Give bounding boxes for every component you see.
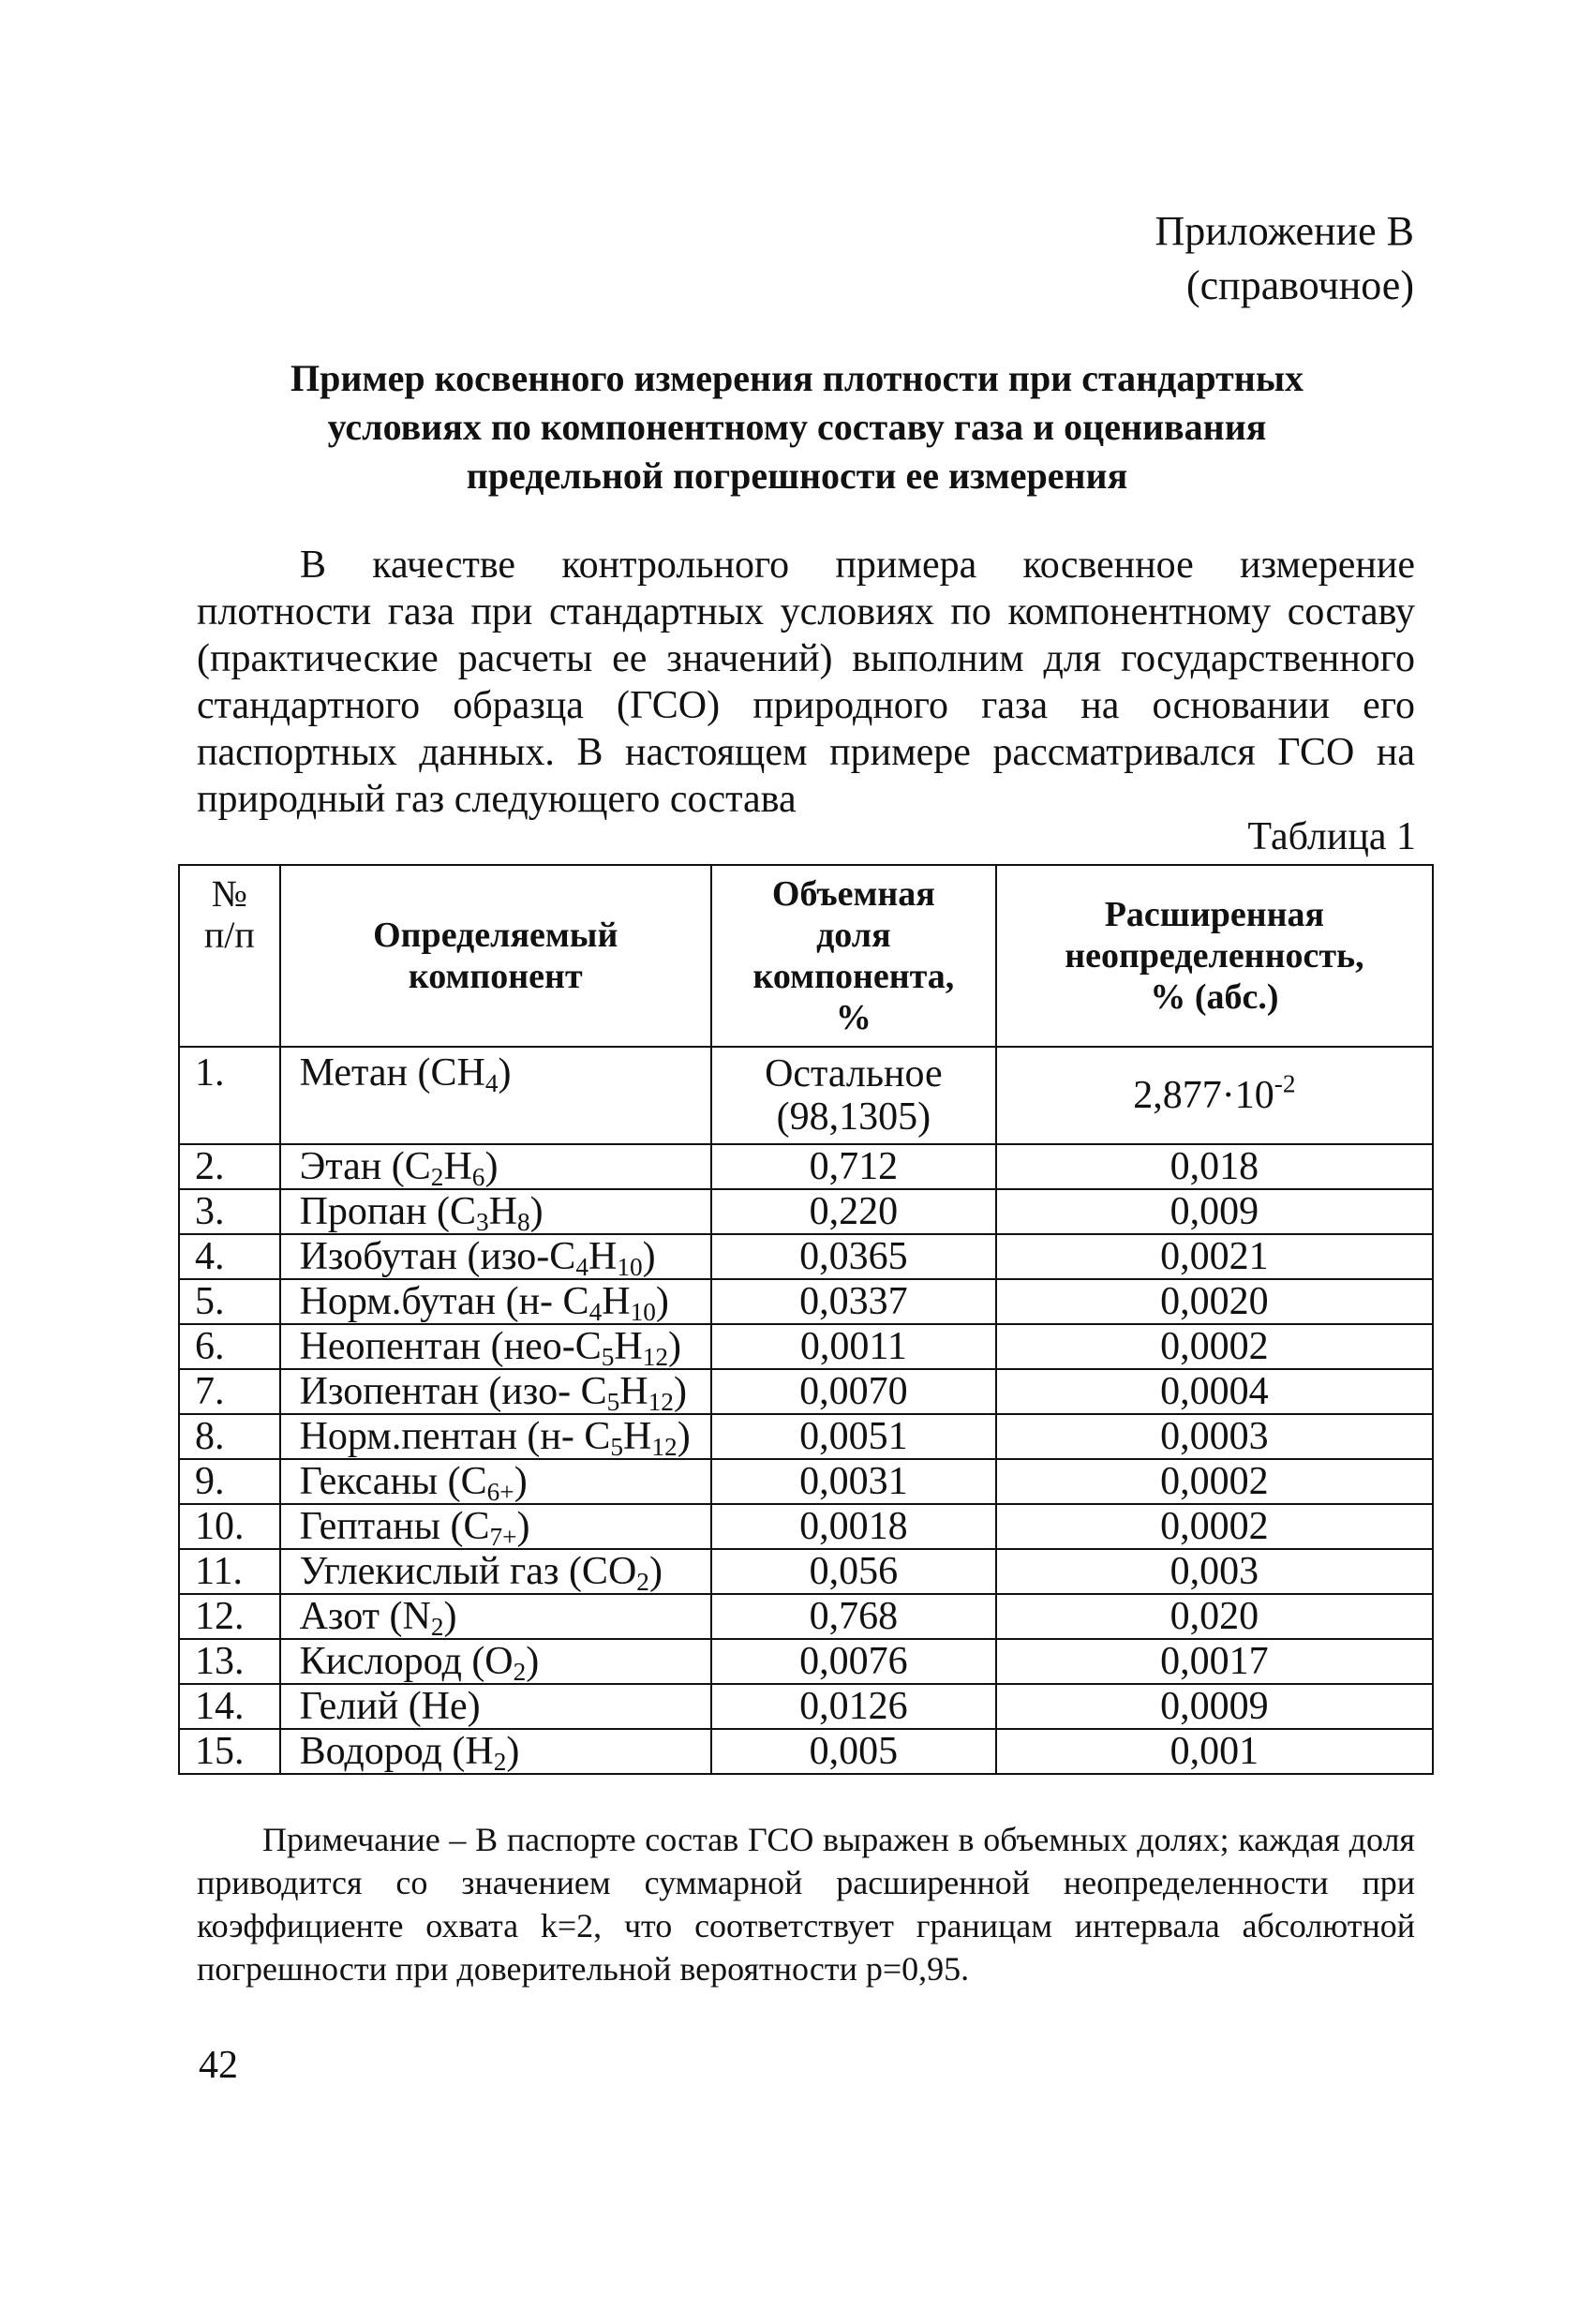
- formula-subscript: 4: [575, 1252, 588, 1281]
- formula-subscript: 5: [606, 1387, 620, 1416]
- table-row: [179, 1729, 1433, 1774]
- volume-fraction-value: 0,0011: [799, 1325, 907, 1368]
- volume-fraction-cell: [711, 1729, 996, 1774]
- uncertainty-value: 0,0020: [1160, 1280, 1269, 1323]
- volume-fraction-value: 0,0051: [799, 1415, 908, 1458]
- table-row: [179, 1459, 1433, 1504]
- intro-text: В качестве контрольного примера косвенное измерение плотности газа при стандартных условиях по компонентному составу (практические расчеты ее значений) выполним для государственного стандартного образца (ГСО) природного газа на основании его паспортных данных. В настоящем примере рассматривался ГСО на природный газ следующего состава: [197, 544, 1415, 821]
- formula-subscript: 10: [617, 1252, 643, 1281]
- component-name: Водород (H: [299, 1730, 494, 1773]
- row-number: 7.: [195, 1370, 225, 1413]
- header-fraction-line-1: Объемная: [771, 874, 935, 914]
- header-fraction-line-4: %: [835, 998, 871, 1037]
- table-row: [179, 1234, 1433, 1279]
- component-cell: [280, 1639, 711, 1684]
- uncertainty-cell: [996, 1639, 1433, 1684]
- page-number: 42: [199, 2044, 238, 2087]
- volume-fraction-cell: [711, 1189, 996, 1234]
- uncertainty-value: 0,0004: [1160, 1370, 1269, 1413]
- volume-fraction-cell: [711, 1549, 996, 1594]
- table-row: [179, 1279, 1433, 1324]
- formula-element: H: [588, 1235, 618, 1278]
- row-number-cell: [179, 1144, 280, 1189]
- uncertainty-value: 0,0003: [1160, 1415, 1269, 1458]
- volume-fraction-cell: [711, 1414, 996, 1459]
- formula-subscript: 4: [588, 1297, 603, 1326]
- row-number: 9.: [195, 1460, 225, 1503]
- formula-close: ): [526, 1640, 540, 1683]
- header-uncertainty-line-3: % (абс.): [1150, 977, 1279, 1017]
- component-cell: [280, 1047, 711, 1144]
- formula-subscript: 5: [610, 1432, 624, 1461]
- volume-fraction-value: Остальное: [765, 1052, 943, 1095]
- formula-element: H: [619, 1370, 648, 1413]
- row-number-cell: [179, 1369, 280, 1414]
- row-number-cell: [179, 1684, 280, 1729]
- row-number-cell: [179, 1729, 280, 1774]
- header-number-line-2: п/п: [203, 914, 255, 956]
- formula-subscript: 6+: [486, 1477, 514, 1506]
- uncertainty-value: 0,009: [1169, 1190, 1259, 1233]
- uncertainty-value: 0,0017: [1160, 1640, 1269, 1683]
- row-number: 5.: [195, 1280, 225, 1323]
- table-caption: Таблица 1: [1247, 815, 1416, 858]
- title-line-2: условиях по компонентному составу газа и оценивания: [327, 406, 1267, 448]
- component-cell: [280, 1189, 711, 1234]
- volume-fraction-cell: [711, 1324, 996, 1369]
- component-name: Гелий (He): [299, 1685, 481, 1728]
- component-cell: [280, 1729, 711, 1774]
- document-title: [197, 354, 1397, 500]
- formula-close: ): [514, 1460, 528, 1503]
- row-number-cell: [179, 1414, 280, 1459]
- intro-paragraph: [197, 542, 1415, 823]
- row-number: 15.: [195, 1730, 245, 1773]
- table-row: [179, 1144, 1433, 1189]
- row-number: 8.: [195, 1415, 225, 1458]
- volume-fraction-value: 0,005: [809, 1730, 899, 1773]
- uncertainty-cell: [996, 1324, 1433, 1369]
- volume-fraction-cell: [711, 1594, 996, 1639]
- header-number-line-1: №: [211, 872, 247, 915]
- component-name: Углекислый газ (CO: [299, 1550, 637, 1593]
- title-line-3: предельной погрешности ее измерения: [466, 454, 1128, 497]
- table-row: [179, 1324, 1433, 1369]
- header-volume-fraction: [711, 865, 996, 1047]
- component-cell: [280, 1324, 711, 1369]
- component-name: Этан (C: [299, 1145, 431, 1188]
- formula-close: ): [668, 1325, 682, 1368]
- component-cell: [280, 1279, 711, 1324]
- table-row: [179, 1594, 1433, 1639]
- volume-fraction-value: 0,712: [809, 1145, 899, 1188]
- row-number-cell: [179, 1324, 280, 1369]
- formula-close: ): [655, 1280, 669, 1323]
- formula-close: ): [516, 1505, 530, 1548]
- table-row: [179, 1047, 1433, 1144]
- volume-fraction-value: 0,220: [809, 1190, 899, 1233]
- component-name: Кислород (O: [299, 1640, 514, 1683]
- header-fraction-line-2: доля: [816, 916, 891, 955]
- formula-subscript: 4: [484, 1068, 499, 1097]
- component-cell: [280, 1369, 711, 1414]
- formula-subscript: 2: [493, 1747, 507, 1776]
- title-line-1: Пример косвенного измерения плотности при стандартных: [290, 357, 1304, 399]
- uncertainty-cell: [996, 1594, 1433, 1639]
- appendix-label: Приложение В: [1155, 208, 1414, 254]
- formula-element: H: [602, 1280, 631, 1323]
- volume-fraction-value: 0,0365: [799, 1235, 908, 1278]
- formula-subscript: 5: [601, 1342, 615, 1371]
- row-number: 4.: [195, 1235, 225, 1278]
- header-fraction-line-3: компонента,: [752, 957, 955, 996]
- component-cell: [280, 1459, 711, 1504]
- volume-fraction-cell: [711, 1234, 996, 1279]
- row-number: 2.: [195, 1145, 225, 1188]
- uncertainty-value: 0,0002: [1160, 1505, 1269, 1548]
- composition-table: [178, 864, 1434, 1775]
- volume-fraction-value-detail: (98,1305): [776, 1095, 931, 1139]
- row-number-cell: [179, 1594, 280, 1639]
- uncertainty-cell: [996, 1369, 1433, 1414]
- volume-fraction-value: 0,768: [809, 1595, 899, 1638]
- volume-fraction-cell: [711, 1047, 996, 1144]
- formula-subscript: 6: [471, 1162, 485, 1191]
- volume-fraction-cell: [711, 1639, 996, 1684]
- table-note: [197, 1818, 1415, 1990]
- formula-close: ): [673, 1370, 687, 1413]
- header-component-line-2: компонент: [408, 957, 583, 996]
- uncertainty-cell: [996, 1189, 1433, 1234]
- formula-subscript: 12: [648, 1387, 674, 1416]
- row-number-cell: [179, 1549, 280, 1594]
- uncertainty-value: 2,877·10: [1133, 1074, 1274, 1117]
- table-row: [179, 1189, 1433, 1234]
- uncertainty-value: 0,001: [1169, 1730, 1259, 1773]
- row-number: 1.: [195, 1051, 225, 1095]
- formula-close: ): [648, 1550, 663, 1593]
- row-number: 10.: [195, 1505, 245, 1548]
- table-row: [179, 1369, 1433, 1414]
- uncertainty-cell: [996, 1279, 1433, 1324]
- component-name: Гексаны (C: [299, 1460, 487, 1503]
- header-uncertainty-line-1: Расширенная: [1104, 895, 1325, 934]
- formula-element: H: [623, 1415, 652, 1458]
- formula-subscript: 12: [642, 1342, 669, 1371]
- formula-close: ): [529, 1190, 544, 1233]
- component-cell: [280, 1234, 711, 1279]
- uncertainty-value: 0,020: [1169, 1595, 1259, 1638]
- uncertainty-value: 0,0002: [1160, 1325, 1269, 1368]
- formula-close: ): [443, 1595, 457, 1638]
- uncertainty-cell: [996, 1234, 1433, 1279]
- header-uncertainty: [996, 865, 1433, 1047]
- uncertainty-cell: [996, 1414, 1433, 1459]
- formula-close: ): [484, 1145, 499, 1188]
- row-number: 6.: [195, 1325, 225, 1368]
- volume-fraction-value: 0,0076: [799, 1640, 908, 1683]
- volume-fraction-cell: [711, 1144, 996, 1189]
- row-number-cell: [179, 1189, 280, 1234]
- volume-fraction-cell: [711, 1459, 996, 1504]
- component-name: Пропан (C: [299, 1190, 476, 1233]
- formula-close: ): [642, 1235, 656, 1278]
- component-cell: [280, 1144, 711, 1189]
- volume-fraction-value: 0,0126: [799, 1685, 908, 1728]
- formula-subscript: 2: [430, 1612, 444, 1641]
- header-number: [179, 865, 280, 1047]
- table-row: [179, 1414, 1433, 1459]
- component-cell: [280, 1684, 711, 1729]
- row-number-cell: [179, 1047, 280, 1144]
- formula-subscript: 7+: [489, 1522, 517, 1551]
- uncertainty-value: 0,018: [1169, 1145, 1259, 1188]
- uncertainty-value: 0,0002: [1160, 1460, 1269, 1503]
- uncertainty-cell: [996, 1047, 1433, 1144]
- formula-subscript: 2: [636, 1567, 649, 1596]
- component-cell: [280, 1594, 711, 1639]
- row-number-cell: [179, 1279, 280, 1324]
- formula-subscript: 10: [630, 1297, 656, 1326]
- row-number-cell: [179, 1639, 280, 1684]
- formula-subscript: 12: [651, 1432, 678, 1461]
- component-name: Норм.бутан (н- C: [299, 1280, 589, 1323]
- component-name: Азот (N: [299, 1595, 431, 1638]
- table-header-row: [179, 865, 1433, 1047]
- formula-element: H: [443, 1145, 472, 1188]
- formula-close: ): [677, 1415, 691, 1458]
- volume-fraction-value: 0,0070: [799, 1370, 908, 1413]
- component-name: Метан (CH: [299, 1051, 485, 1095]
- row-number: 14.: [195, 1685, 245, 1728]
- header-uncertainty-line-2: неопределенность,: [1065, 936, 1364, 976]
- appendix-type: (справочное): [1186, 262, 1414, 308]
- volume-fraction-cell: [711, 1279, 996, 1324]
- formula-close: ): [498, 1051, 512, 1095]
- formula-subscript: 3: [476, 1207, 489, 1236]
- note-text: Примечание – В паспорте состав ГСО выражен в объемных долях; каждая доля приводится со значением суммарной расширенной неопределенности при коэффициенте охвата k=2, что соответствует границам интервала абсолютной погрешности при доверительной вероятности р=0,95.: [197, 1821, 1415, 1988]
- component-cell: [280, 1549, 711, 1594]
- row-number-cell: [179, 1234, 280, 1279]
- header-component-line-1: Определяемый: [373, 916, 618, 955]
- volume-fraction-value: 0,0337: [799, 1280, 908, 1323]
- table-row: [179, 1504, 1433, 1549]
- uncertainty-exponent: -2: [1274, 1069, 1296, 1098]
- formula-subscript: 8: [517, 1207, 530, 1236]
- table-row: [179, 1549, 1433, 1594]
- row-number: 11.: [195, 1550, 243, 1593]
- volume-fraction-cell: [711, 1504, 996, 1549]
- table-row: [179, 1639, 1433, 1684]
- appendix-heading: [1155, 204, 1414, 313]
- row-number: 3.: [195, 1190, 225, 1233]
- row-number: 13.: [195, 1640, 245, 1683]
- uncertainty-cell: [996, 1459, 1433, 1504]
- formula-subscript: 2: [430, 1162, 444, 1191]
- volume-fraction-value: 0,0031: [799, 1460, 908, 1503]
- uncertainty-cell: [996, 1504, 1433, 1549]
- formula-close: ): [506, 1730, 520, 1773]
- volume-fraction-value: 0,056: [809, 1550, 899, 1593]
- row-number-cell: [179, 1459, 280, 1504]
- component-name: Изопентан (изо- C: [299, 1370, 607, 1413]
- component-name: Гептаны (C: [299, 1505, 490, 1548]
- uncertainty-cell: [996, 1684, 1433, 1729]
- component-cell: [280, 1504, 711, 1549]
- formula-element: H: [488, 1190, 517, 1233]
- uncertainty-value: 0,0009: [1160, 1685, 1269, 1728]
- volume-fraction-value: 0,0018: [799, 1505, 908, 1548]
- uncertainty-value: 0,0021: [1160, 1235, 1269, 1278]
- uncertainty-cell: [996, 1144, 1433, 1189]
- volume-fraction-cell: [711, 1684, 996, 1729]
- formula-subscript: 2: [513, 1657, 527, 1686]
- component-name: Неопентан (нео-C: [299, 1325, 602, 1368]
- component-name: Изобутан (изо-C: [299, 1235, 576, 1278]
- component-cell: [280, 1414, 711, 1459]
- row-number-cell: [179, 1504, 280, 1549]
- header-component: [280, 865, 711, 1047]
- component-name: Норм.пентан (н- C: [299, 1415, 611, 1458]
- uncertainty-cell: [996, 1549, 1433, 1594]
- volume-fraction-cell: [711, 1369, 996, 1414]
- uncertainty-value: 0,003: [1169, 1550, 1259, 1593]
- uncertainty-cell: [996, 1729, 1433, 1774]
- formula-element: H: [614, 1325, 643, 1368]
- table-row: [179, 1684, 1433, 1729]
- row-number: 12.: [195, 1595, 245, 1638]
